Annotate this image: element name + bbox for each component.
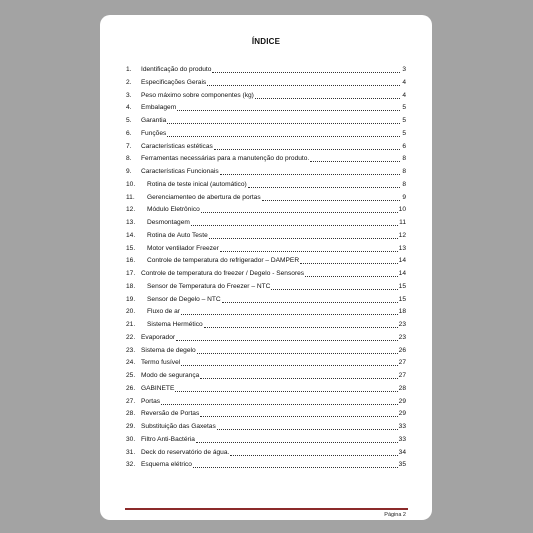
toc-entry-number: 10. (126, 180, 136, 188)
toc-entry-number: 31. (126, 448, 136, 456)
toc-entry[interactable] (126, 419, 406, 431)
toc-entry-label: Termo fusível (141, 359, 181, 367)
toc-entry[interactable] (126, 62, 406, 74)
toc-entry-page: 12 (398, 231, 406, 239)
toc-entry-page: 5 (402, 129, 406, 137)
toc-entry-label: Características estéticas (141, 142, 213, 150)
toc-entry[interactable] (126, 445, 406, 457)
toc-entry-number: 20. (126, 308, 136, 316)
toc-entry[interactable] (126, 88, 406, 100)
toc-entry-label: Fluxo de ar (147, 308, 180, 316)
toc-dot-leader (204, 322, 398, 328)
toc-dot-leader (214, 144, 400, 150)
toc-entry-number: 22. (126, 333, 136, 341)
toc-entry[interactable] (126, 202, 406, 214)
footer-rule (125, 508, 408, 510)
toc-entry-number: 15. (126, 244, 136, 252)
toc-entry-label: Evaporador (141, 333, 176, 341)
toc-entry-number: 23. (126, 346, 136, 354)
toc-entry-number: 29. (126, 423, 136, 430)
toc-entry[interactable] (126, 190, 406, 202)
toc-dot-leader (262, 195, 400, 201)
toc-entry-number: 9. (126, 168, 132, 175)
toc-entry[interactable] (126, 279, 406, 291)
toc-entry-page: 14 (398, 257, 406, 265)
toc-entry-page: 27 (398, 359, 406, 367)
toc-dot-leader (207, 80, 400, 86)
toc-entry-page: 29 (398, 397, 406, 405)
toc-dot-leader (175, 386, 397, 392)
toc-entry-label: Reversão de Portas (141, 410, 200, 418)
toc-entry-label: Desmontagem (147, 219, 190, 226)
toc-entry-label: Motor ventilador Freezer (147, 244, 219, 252)
toc-entry[interactable] (126, 432, 406, 444)
toc-entry-page: 11 (399, 219, 406, 226)
toc-dot-leader (230, 450, 397, 456)
toc-entry-page: 5 (402, 117, 406, 124)
toc-entry[interactable] (126, 100, 406, 112)
toc-dot-leader (209, 233, 398, 239)
toc-entry-page: 33 (398, 423, 406, 430)
toc-entry[interactable] (126, 164, 406, 176)
toc-entry-page: 23 (398, 333, 406, 341)
toc-dot-leader (200, 373, 397, 379)
toc-entry-page: 10 (398, 206, 406, 214)
toc-entry-label: Identificação do produto (141, 66, 212, 73)
toc-entry[interactable] (126, 241, 406, 253)
toc-entry-number: 13. (126, 219, 136, 226)
toc-entry[interactable] (126, 151, 406, 163)
toc-entry-number: 5. (126, 117, 132, 124)
toc-entry-label: Características Funcionais (141, 168, 219, 175)
toc-entry-label: GABINETE (141, 384, 175, 392)
toc-entry-page: 28 (398, 384, 406, 392)
toc-entry[interactable] (126, 266, 406, 278)
toc-entry-label: Garantia (141, 117, 167, 124)
toc-entry-label: Modo de segurança (141, 372, 200, 379)
toc-entry-number: 26. (126, 384, 136, 392)
toc-entry-label: Rotina de teste inical (automático) (147, 180, 247, 188)
toc-entry-number: 17. (126, 270, 136, 277)
toc-entry-label: Sistema Hermético (147, 321, 203, 328)
toc-entry-number: 30. (126, 435, 136, 443)
toc-dot-leader (255, 93, 400, 99)
toc-entry-page: 6 (402, 142, 406, 150)
toc-dot-leader (300, 258, 398, 264)
toc-dot-leader (197, 348, 398, 354)
toc-entry[interactable] (126, 381, 406, 393)
toc-entry-number: 21. (126, 321, 136, 328)
toc-dot-leader (220, 169, 400, 175)
toc-entry-page: 3 (402, 66, 406, 73)
toc-entry-number: 24. (126, 359, 136, 367)
toc-entry-number: 1. (126, 66, 132, 73)
toc-entry[interactable] (126, 343, 406, 355)
toc-entry-page: 14 (398, 270, 406, 277)
toc-entry-page: 5 (402, 104, 406, 112)
toc-entry-page: 9 (402, 193, 406, 201)
toc-entry-page: 4 (402, 78, 406, 86)
toc-entry-label: Sistema de degelo (141, 346, 196, 354)
toc-dot-leader (176, 335, 398, 341)
toc-entry-page: 8 (402, 180, 406, 188)
toc-entry-number: 14. (126, 231, 136, 239)
toc-entry[interactable] (126, 368, 406, 380)
toc-entry-label: Controle de temperatura do refrigerador – DAMPER (147, 257, 300, 265)
toc-entry-label: Especificações Gerais (141, 78, 207, 86)
toc-entry-number: 32. (126, 461, 136, 469)
toc-entry-label: Módulo Eletrônico (147, 206, 200, 214)
toc-dot-leader (220, 246, 398, 252)
toc-entry-label: Substituição das Gaxetas (141, 423, 216, 430)
toc-entry-page: 15 (398, 295, 406, 303)
toc-entry[interactable] (126, 355, 406, 367)
toc-entry[interactable] (126, 139, 406, 151)
toc-entry-number: 4. (126, 104, 132, 112)
toc-dot-leader (305, 271, 398, 277)
toc-entry-label: Funções (141, 129, 167, 137)
toc-entry-label: Embalagem (141, 104, 177, 112)
toc-dot-leader (181, 360, 397, 366)
toc-entry-page: 35 (398, 461, 406, 469)
toc-entry[interactable] (126, 253, 406, 265)
toc-entry[interactable] (126, 406, 406, 418)
toc-entry-label: Ferramentas necessárias para a manutenção do produto. (141, 155, 310, 163)
toc-entry-page: 26 (398, 346, 406, 354)
toc-entry[interactable] (126, 394, 406, 406)
toc-dot-leader (217, 424, 398, 430)
toc-entry-number: 2. (126, 78, 132, 86)
toc-entry-number: 27. (126, 397, 136, 405)
toc-entry[interactable] (126, 292, 406, 304)
toc-entry-page: 18 (398, 308, 406, 316)
toc-entry-page: 27 (398, 372, 406, 379)
toc-dot-leader (200, 411, 397, 417)
page-title: ÍNDICE (251, 37, 281, 46)
toc-entry[interactable] (126, 126, 406, 138)
toc-entry-number: 16. (126, 257, 136, 265)
toc-entry-number: 3. (126, 91, 132, 99)
toc-entry[interactable] (126, 457, 406, 469)
toc-entry-number: 11. (126, 193, 135, 201)
toc-entry-label: Controle de temperatura do freezer / Degelo - Sensores (141, 270, 305, 277)
toc-entry-label: Esquema elétrico (141, 461, 192, 469)
toc-entry-page: 8 (402, 168, 406, 175)
toc-entry-page: 4 (402, 91, 406, 99)
toc-entry[interactable] (126, 177, 406, 189)
toc-dot-leader (196, 437, 398, 443)
toc-dot-leader (201, 207, 398, 213)
toc-entry-number: 25. (126, 372, 136, 379)
toc-entry-number: 19. (126, 295, 136, 303)
toc-dot-leader (212, 67, 400, 73)
toc-entry-page: 23 (398, 321, 406, 328)
toc-entry-page: 34 (398, 448, 406, 456)
toc-entry[interactable] (126, 113, 406, 125)
toc-dot-leader (161, 399, 398, 405)
toc-entry-label: Filtro Anti-Bactéria (141, 435, 195, 443)
toc-dot-leader (191, 220, 398, 226)
toc-entry[interactable] (126, 215, 406, 227)
page-number-label: Página 2 (384, 512, 406, 518)
toc-entry-label: Gerenciamenteo de abertura de portas (147, 193, 261, 201)
toc-entry-number: 12. (126, 206, 136, 214)
toc-entry[interactable] (126, 330, 406, 342)
toc-dot-leader (181, 309, 398, 315)
toc-entry[interactable] (126, 228, 406, 240)
toc-entry-page: 13 (398, 244, 406, 252)
toc-dot-leader (222, 297, 398, 303)
document-page (100, 15, 432, 520)
toc-entry-page: 15 (398, 282, 406, 290)
toc-dot-leader (310, 156, 400, 162)
toc-entry-number: 18. (126, 282, 136, 290)
toc-entry-number: 28. (126, 410, 136, 418)
toc-entry-page: 8 (402, 155, 406, 163)
toc-entry[interactable] (126, 75, 406, 87)
toc-dot-leader (193, 462, 398, 468)
toc-entry-label: Peso máximo sobre componentes (kg) (141, 91, 254, 99)
toc-dot-leader (177, 105, 400, 111)
toc-entry[interactable] (126, 317, 406, 329)
toc-entry-label: Sensor de Temperatura do Freezer – NTC (147, 282, 271, 290)
toc-entry-label: Sensor de Degelo – NTC (147, 295, 221, 303)
toc-entry-label: Deck do reservatório de água. (141, 448, 230, 456)
toc-dot-leader (271, 284, 397, 290)
toc-dot-leader (248, 182, 400, 188)
toc-entry-number: 6. (126, 129, 132, 137)
toc-entry[interactable] (126, 304, 406, 316)
toc-dot-leader (167, 118, 400, 124)
toc-entry-number: 8. (126, 155, 132, 163)
toc-entry-number: 7. (126, 142, 132, 150)
toc-entry-label: Portas (141, 397, 161, 405)
toc-dot-leader (167, 131, 400, 137)
toc-entry-page: 33 (398, 435, 406, 443)
toc-entry-label: Rotina de Auto Teste (147, 231, 208, 239)
toc-entry-page: 29 (398, 410, 406, 418)
